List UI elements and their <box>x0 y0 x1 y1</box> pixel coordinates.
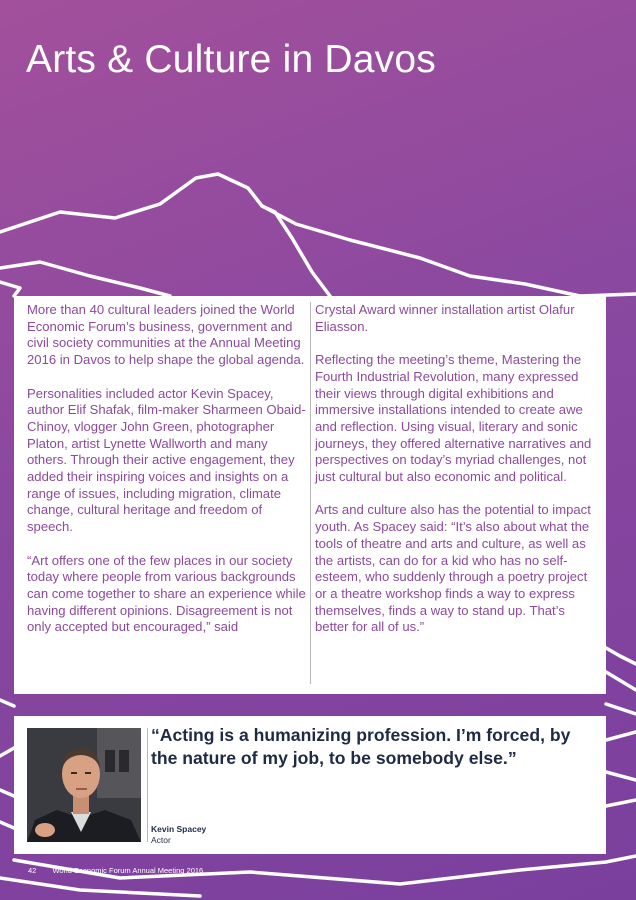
page-footer <box>28 866 203 875</box>
article-column-right <box>315 302 597 653</box>
paragraph: Arts and culture also has the potential to impact youth. As Spacey said: “It’s also about what the tools of theatre and arts and culture, as well as the artists, can do for a kid who has no self-esteem, who suddenly through a poetry project or a theatre workshop finds a way to express themselves, finds a way to stand up. That’s better for all of us.” <box>315 502 591 635</box>
paragraph: More than 40 cultural leaders joined the World Economic Forum’s business, government and civil society communities at the Annual Meeting 2016 in Davos to help shape the global agenda. <box>27 302 305 368</box>
photo-divider <box>147 728 148 842</box>
quote-author-name: Kevin Spacey <box>151 824 207 834</box>
article-column-left <box>27 302 309 653</box>
publication-name: World Economic Forum Annual Meeting 2016 <box>52 866 204 875</box>
paragraph: Personalities included actor Kevin Spacey, author Elif Shafak, film-maker Sharmeen Obaid-Chinoy, vlogger John Green, photographer Platon, artist Lynette Wallworth and many others. Through their active engagement, they added their inspiring voices and insights on a range of issues, including migration, climate change, cultural heritage and freedom of speech. <box>27 385 306 535</box>
paragraph: Crystal Award winner installation artist Olafur Eliasson. <box>315 302 575 334</box>
column-divider <box>310 302 311 684</box>
portrait-photo <box>27 728 141 842</box>
paragraph: Reflecting the meeting’s theme, Mastering the Fourth Industrial Revolution, many expressed their views through digital exhibitions and immersive installations intended to create awe and reflection. Using visual, literary and sonic journeys, they offered alternative narratives and perspectives on today’s myriad challenges, not just cultural but also economic and political. <box>315 352 592 485</box>
quote-card <box>14 716 606 854</box>
article-card <box>14 296 606 694</box>
quote-author-role: Actor <box>151 835 171 845</box>
paragraph: “Art offers one of the few places in our society today where people from various backgrounds can come together to share an experience while having different opinions. Disagreement is not only accepted but encouraged,” said <box>27 552 306 635</box>
pull-quote: “Acting is a humanizing profession. I’m forced, by the nature of my job, to be somebody else.” <box>151 725 571 768</box>
page-title: Arts & Culture in Davos <box>26 38 436 81</box>
page-number: 42 <box>28 866 37 875</box>
